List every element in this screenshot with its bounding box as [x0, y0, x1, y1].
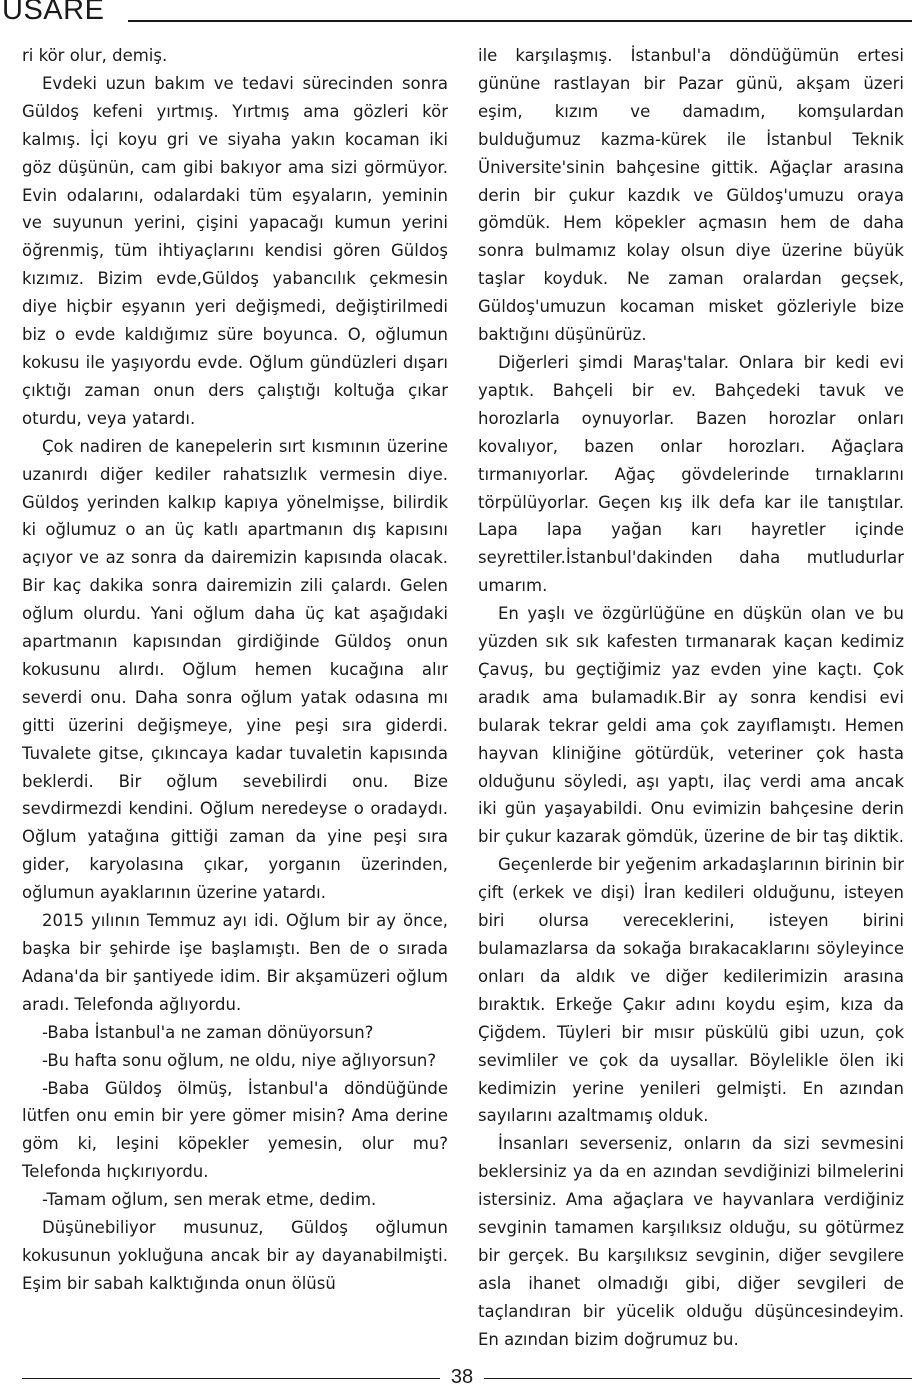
- paragraph: İnsanları severseniz, onların da sizi sevmesini beklersiniz ya da en azından sevdiğinizi bilmelerini istersiniz. Ama ağaçlara ve hayvanlara verdiğiniz sevginin tamamen karşılıksız olduğu, su götürmez bir gerçek. Bu karşılıksız sevginin, diğer sevgilere asla ihanet olmadığı gibi, diğer sevgileri de taçlandıran bir yücelik olduğu düşüncesindeyim. En azından bizim doğrumuz bu.: [478, 1134, 904, 1349]
- footer-rule-left: [22, 1378, 440, 1379]
- right-column: [478, 42, 904, 1354]
- page-header: [0, 0, 924, 30]
- dialogue-line: -Tamam oğlum, sen merak etme, dedim.: [42, 1190, 377, 1210]
- header-rule: [128, 20, 912, 22]
- paragraph: Geçenlerde bir yeğenim arkadaşlarının birinin bir çift (erkek ve dişi) İran kedileri olduğunu, isteyen biri olursa vereceklerini, isteyen birini bulamazlarsa da sokağa bırakacaklarını söyleyince onları da aldık ve diğer kedilerimizin arasına bıraktık. Erkeğe Çakır adını koydu eşim, kıza da Çiğdem. Tüyleri bir mısır püskülü gibi uzun, çok sevimliler ve çok da uysallar. Böylelikle ölen iki kedimizin yerine yenileri gelmişti. En azından sayılarını azaltmamış olduk.: [478, 855, 904, 1126]
- magazine-title: USARE: [2, 0, 105, 26]
- dialogue-line: -Baba Güldoş ölmüş, İstanbul'a döndüğünde lütfen onu emin bir yere gömer misin? Ama derine göm ki, leşini köpekler yemesin, olur mu? Telefonda hıçkırıyordu.: [22, 1078, 448, 1182]
- paragraph: Diğerleri şimdi Maraş'talar. Onlara bir kedi evi yaptık. Bahçeli bir ev. Bahçedeki tavuk ve horozlarla oynuyorlar. Bazen horozlar onları kovalıyor, bazen onlar horozları. Ağaçlara tırmanıyorlar. Ağaç gövdelerinde tırnaklarını törpülüyorlar. Geçen kış ilk defa kar ile tanıştılar. Lapa lapa yağan karı hayretler içinde seyrettiler.İstanbul'dakinden daha mutludurlar umarım.: [478, 352, 904, 596]
- paragraph: Evdeki uzun bakım ve tedavi sürecinden sonra Güldoş kefeni yırtmış. Yırtmış ama gözleri kör kalmış. İçi koyu gri ve siyaha yakın kocaman iki göz düşünün, cam gibi bakıyor ama sizi görmüyor. Evin odalarını, odalardaki tüm eşyaların, yeminin ve suyunun yerini, çişini yapacağı kumun yerini öğrenmiş, tüm ihtiyaçlarını kendisi gören Güldoş kızımız. Bizim evde,Güldoş yabancılık çekmesin diye hiçbir eşyanın yeri değişmedi, değiştirilmedi biz o evde kaldığımız süre boyunca. O, oğlumun kokusu ile yaşıyordu evde. Oğlum gündüzleri dışarı çıktığı zaman onun ders çalıştığı koltuğa çıkar oturdu, veya yatardı.: [22, 73, 448, 428]
- paragraph: 2015 yılının Temmuz ayı idi. Oğlum bir ay önce, başka bir şehirde işe başlamıştı. Ben de o sırada Adana'da bir şantiyede idim. Bir akşamüzeri oğlum aradı. Telefonda ağlıyordu.: [22, 911, 448, 1014]
- paragraph: ri kör olur, demiş.: [22, 46, 168, 65]
- page-footer: [0, 1364, 924, 1394]
- paragraph: En yaşlı ve özgürlüğüne en düşkün olan ve bu yüzden sık sık kafesten tırmanarak kaçan kedimiz Çavuş, bu geçtiğimiz yaz evden yine kaçtı. Çok aradık ama bulamadık.Bir ay sonra kendisi evi bularak tekrar geldi ama çok zayıflamıştı. Hemen hayvan kliniğine götürdük, veteriner çok hasta olduğunu söyledi, aşı yaptı, ilaç verdi ama ancak iki gün yaşayabildi. Onu evimizin bahçesine derin bir çukur kazarak gömdük, üzerine de bir taş diktik.: [478, 604, 904, 847]
- dialogue-line: -Baba İstanbul'a ne zaman dönüyorsun?: [42, 1022, 374, 1042]
- left-column: [22, 42, 448, 1298]
- paragraph: ile karşılaşmış. İstanbul'a döndüğümün ertesi gününe rastlayan bir Pazar günü, akşam üzeri eşim, kızım ve damadım, komşulardan bulduğumuz kazma-kürek ile İstanbul Teknik Üniversite'sinin bahçesine gittik. Ağaçlar arasına derin bir çukur kazdık ve Güldoş'umuzu oraya gömdük. Hem köpekler açmasın hem de daha sonra bulmamız kolay olsun diye üzerine büyük taşlar koyduk. Ne zaman oralardan geçsek, Güldoş'umuzun kocaman misket gözleriyle bize baktığını düşünürüz.: [478, 46, 904, 345]
- dialogue-line: -Bu hafta sonu oğlum, ne oldu, niye ağlıyorsun?: [42, 1050, 437, 1070]
- paragraph: Düşünebiliyor musunuz, Güldoş oğlumun kokusunun yokluğuna ancak bir ay dayanabilmişti. Eşim bir sabah kalktığında onun ölüsü: [22, 1218, 448, 1293]
- page-number: 38: [450, 1366, 474, 1388]
- paragraph: Çok nadiren de kanepelerin sırt kısmının üzerine uzanırdı diğer kediler rahatsızlık vermesin diye. Güldoş yerinden kalkıp kapıya yönelmişse, bilirdik ki oğlumuz o an üç katlı apartmanın dış kapısını açıyor ve az sonra da dairemizin kapısında olacak. Bir kaç dakika sonra dairemizin zili çalardı. Gelen oğlum olurdu. Yani oğlum daha üç kat aşağıdaki apartmanın kapısından girdiğinde Güldoş onun kokusunu alırdı. Oğlum hemen kucağına alır severdi onu. Daha sonra oğlum yatak odasına mı gitti üzerini değişmeye, yine peşi sıra giderdi. Tuvalete gitse, çıkıncaya kadar tuvaletin kapısında beklerdi. Bir oğlum sevebilirdi onu. Bize sevdirmezdi kendini. Oğlum neredeyse o oradaydı. Oğlum yatağına gittiği zaman da yine peşi sıra gider, karyolasına çıkar, yorganın üzerinden, oğlumun ayaklarının üzerine yatardı.: [22, 436, 448, 903]
- footer-rule-right: [484, 1378, 912, 1379]
